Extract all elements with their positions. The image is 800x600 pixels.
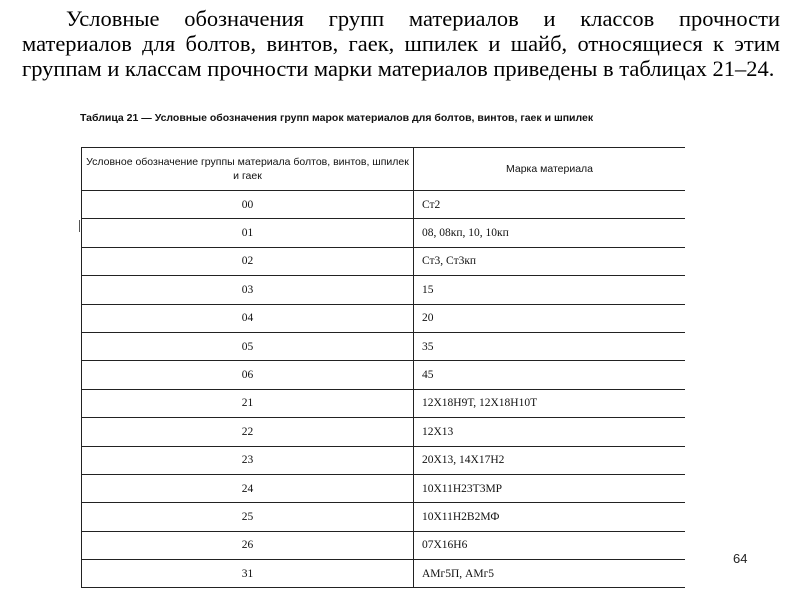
cell-group-code: 23: [82, 446, 414, 474]
cell-group-code: 03: [82, 276, 414, 304]
cell-group-code: 31: [82, 560, 414, 588]
scan-artifact-mark: [79, 220, 80, 232]
cell-group-code: 05: [82, 332, 414, 360]
cell-material-grade: 35: [414, 332, 686, 360]
table-row: [82, 247, 686, 275]
table-row: [82, 191, 686, 219]
table-container: [81, 147, 685, 600]
cell-material-grade: 45: [414, 361, 686, 389]
cell-material-grade: 10Х11Н2В2МФ: [414, 503, 686, 531]
cell-material-grade: 07Х16Н6: [414, 531, 686, 559]
table-row: [82, 389, 686, 417]
table-row: [82, 446, 686, 474]
table-row: [82, 503, 686, 531]
table-caption: Таблица 21 — Условные обозначения групп марок материалов для болтов, винтов, гаек и шпилек: [80, 112, 594, 124]
header-material-grade: Марка материала: [414, 148, 686, 191]
page-number: 64: [733, 551, 748, 566]
table-row: [82, 219, 686, 247]
cell-material-grade: 10Х11Н23Т3МР: [414, 474, 686, 502]
cell-group-code: 21: [82, 389, 414, 417]
cell-material-grade: 20Х13, 14Х17Н2: [414, 446, 686, 474]
cell-material-grade: 12Х13: [414, 418, 686, 446]
cell-material-grade: 12Х18Н9Т, 12Х18Н10Т: [414, 389, 686, 417]
cell-group-code: 22: [82, 418, 414, 446]
cell-material-grade: Ст2: [414, 191, 686, 219]
cell-material-grade: 20: [414, 304, 686, 332]
table-row: [82, 474, 686, 502]
header-group-designation: Условное обозначение группы материала болтов, винтов, шпилек и гаек: [82, 148, 414, 191]
table-row: [82, 418, 686, 446]
cell-material-grade: 08, 08кп, 10, 10кп: [414, 219, 686, 247]
cell-group-code: 00: [82, 191, 414, 219]
cell-group-code: 26: [82, 531, 414, 559]
cell-group-code: 02: [82, 247, 414, 275]
cell-material-grade: Ст3, Ст3кп: [414, 247, 686, 275]
cell-material-grade: 15: [414, 276, 686, 304]
table-row: [82, 531, 686, 559]
table-row: [82, 560, 686, 588]
cell-material-grade: АМг5П, АМг5: [414, 560, 686, 588]
table-row: [82, 332, 686, 360]
cell-group-code: 01: [82, 219, 414, 247]
table-row: [82, 276, 686, 304]
table-row: [82, 361, 686, 389]
table-row: [82, 304, 686, 332]
cell-group-code: 25: [82, 503, 414, 531]
materials-table: [81, 147, 685, 588]
intro-paragraph: Условные обозначения групп материалов и классов прочности материалов для болтов, винтов, гаек, шпилек и шайб, относящиеся к этим группам и классам прочности марки материалов приведены в таблицах 21–24.: [22, 6, 780, 81]
cell-group-code: 04: [82, 304, 414, 332]
table-header-row: [82, 148, 686, 191]
cell-group-code: 06: [82, 361, 414, 389]
cell-group-code: 24: [82, 474, 414, 502]
